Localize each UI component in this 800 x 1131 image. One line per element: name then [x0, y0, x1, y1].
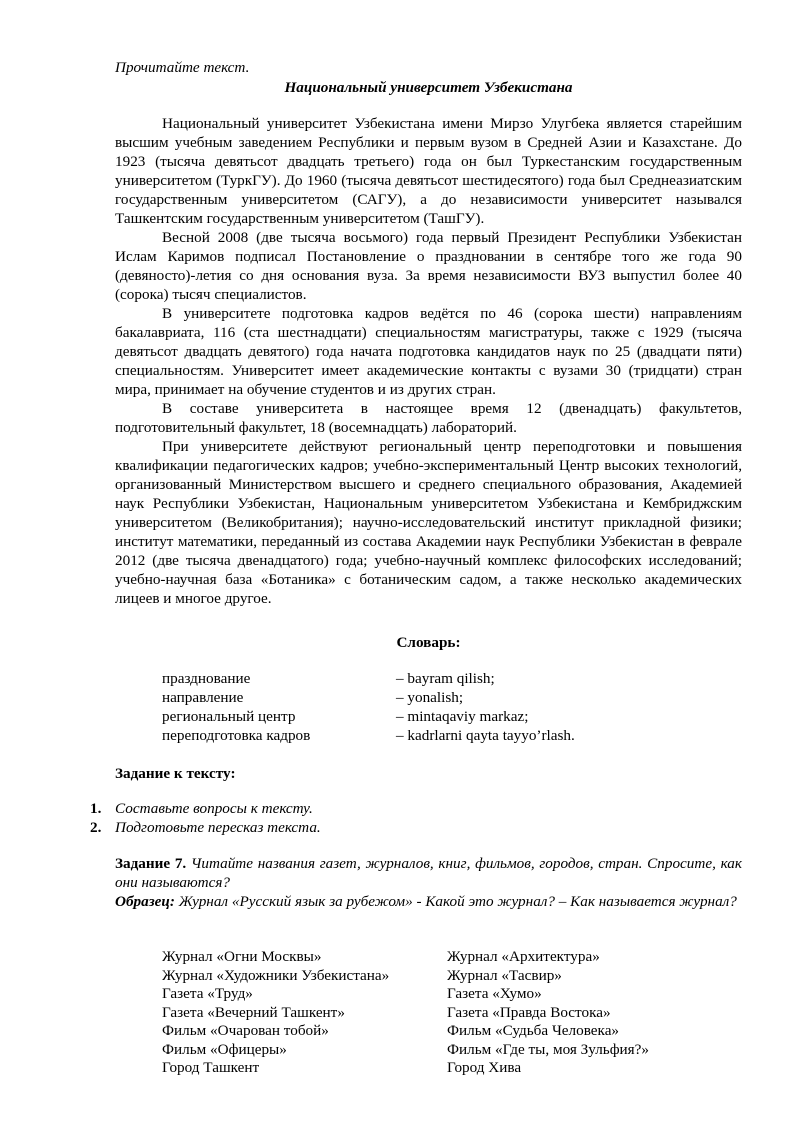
vocabulary-term: переподготовка кадров	[162, 727, 311, 744]
title-right: Фильм «Судьба Человека»	[447, 1022, 620, 1039]
vocabulary-term: региональный центр	[162, 708, 296, 725]
paragraph: В университете подготовка кадров ведётся по 46 (сорока шести) направлениям бакалавриата, 116 (ста шестнадцати) специальностям магистратуры, также с 1929 (тысяча девятьсот двадцать девятого) года начата подготовка кандидатов наук по 25 (двадцати пяти) специальностям. Университет имеет академические контакты с вузами 30 (тридцати) стран мира, принимает на обучение студентов и из других стран.	[115, 305, 742, 398]
vocabulary-item	[162, 707, 662, 726]
title-right: Газета «Правда Востока»	[447, 1003, 611, 1021]
vocabulary-translation: – bayram qilish;	[396, 670, 495, 687]
vocabulary-translation: – mintaqaviy markaz;	[396, 708, 529, 725]
vocabulary-item	[162, 726, 662, 745]
titles-row	[162, 1040, 722, 1059]
titles-list	[162, 947, 722, 1077]
titles-row	[162, 947, 722, 966]
exercise-7	[115, 854, 742, 911]
title-right: Фильм «Где ты, моя Зульфия?»	[447, 1040, 649, 1058]
vocabulary-term: направление	[162, 689, 244, 706]
text-title: Национальный университет Узбекистана	[284, 79, 573, 96]
titles-row	[162, 1058, 722, 1077]
titles-row	[162, 966, 722, 985]
task-title: Задание к тексту:	[115, 765, 236, 782]
vocabulary-item	[162, 669, 662, 688]
paragraph: В составе университета в настоящее время 12 (двенадцать) факультетов, подготовительный факультет, 18 (восемнадцать) лабораторий.	[115, 400, 742, 436]
title-right: Журнал «Тасвир»	[447, 966, 562, 984]
exercise-instruction	[115, 854, 742, 892]
vocabulary-term: празднование	[162, 670, 251, 687]
titles-row	[162, 984, 722, 1003]
reading-instruction: Прочитайте текст.	[115, 59, 250, 76]
sample-text: Журнал «Русский язык за рубежом» - Какой это журнал? – Как называется журнал?	[174, 893, 737, 910]
exercise-label: Задание 7.	[115, 855, 187, 872]
task-list	[90, 799, 490, 837]
titles-row	[162, 1003, 722, 1022]
title-left: Журнал «Огни Москвы»	[162, 948, 322, 965]
title-left: Журнал «Художники Узбекистана»	[162, 966, 390, 984]
vocabulary-translation: – yonalish;	[396, 689, 464, 706]
sample-label: Образец:	[115, 893, 175, 910]
title-left: Газета «Труд»	[162, 985, 253, 1002]
task-item	[90, 799, 490, 818]
main-text	[115, 114, 742, 608]
paragraph: При университете действуют региональный центр переподготовки и повышения квалификации педагогических кадров; учебно-экспериментальный Центр высоких технологий, организованный Министерством высшего и среднего специального образования, Академией наук Республики Узбекистан, Национальным университетом Узбекистана и Кембриджским университетом (Великобритания); научно-исследовательский институт прикладной физики; институт математики, переданный из состава Академии наук Республики Узбекистан в феврале 2012 (две тысяча двенадцатого) года; учебно-научный комплекс философских исследований; учебно-научная база «Ботаника» с ботаническим садом, а также несколько академических лицеев и многое другое.	[115, 438, 742, 607]
vocabulary-item	[162, 688, 662, 707]
title-left: Газета «Вечерний Ташкент»	[162, 1003, 345, 1021]
task-number: 2.	[90, 819, 102, 836]
exercise-instruction-text: Читайте названия газет, журналов, книг, фильмов, городов, стран. Спросите, как они называются?	[115, 855, 742, 891]
paragraph: Национальный университет Узбекистана имени Мирзо Улугбека является старейшим высшим учебным заведением Республики и первым вузом в Средней Азии и Казахстане. До 1923 (тысяча девятьсот двадцать третьего) года он был Туркестанским государственным университетом (ТуркГУ). До 1960 (тысяча девятьсот шестидесятого) года был Среднеазиатским государственным университетом (САГУ), а до независимости университет назывался Ташкентским государственным университетом (ТашГУ).	[115, 115, 742, 227]
task-item	[90, 818, 490, 837]
title-right: Город Хива	[447, 1059, 522, 1076]
vocabulary-translation: – kadrlarni qayta tayyo’rlash.	[396, 727, 575, 744]
titles-row	[162, 1021, 722, 1040]
title-left: Фильм «Очарован тобой»	[162, 1022, 329, 1039]
task-text: Подготовьте пересказ текста.	[115, 819, 321, 836]
task-text: Составьте вопросы к тексту.	[115, 800, 313, 817]
vocabulary-title: Словарь:	[396, 634, 461, 651]
title-right: Журнал «Архитектура»	[447, 948, 600, 965]
paragraph: Весной 2008 (две тысяча восьмого) года первый Президент Республики Узбекистан Ислам Каримов подписал Постановление о праздновании в сентябре того же года 90 (девяносто)-летия со дня основания вуза. За время независимости ВУЗ выпустил более 40 (сорока) тысяч специалистов.	[115, 229, 742, 303]
title-left: Город Ташкент	[162, 1059, 260, 1076]
title-left: Фильм «Офицеры»	[162, 1040, 287, 1058]
exercise-sample	[115, 892, 742, 911]
task-number: 1.	[90, 800, 102, 817]
title-right: Газета «Хумо»	[447, 985, 542, 1002]
vocabulary-list	[162, 669, 662, 745]
